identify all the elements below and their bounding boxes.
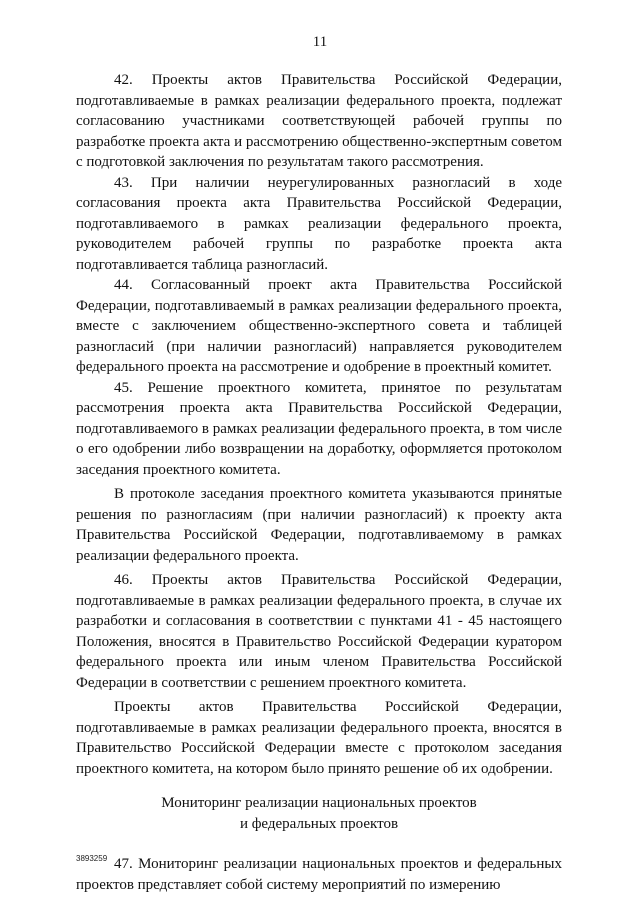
paragraph-46: 46. Проекты актов Правительства Российской Федерации, подготавливаемые в рамках реализации федерального проекта, в случае их разработки и согласования в соответствии с пунктами 41 - 45 настоящего Положения, вносятся в Правительство Российской Федерации куратором федерального проекта или иным членом Правительства Российской Федерации в соответствии с решением проектного комитета. (76, 572, 562, 691)
paragraph-46-submission: Проекты актов Правительства Российской Федерации, подготавливаемые в рамках реализации федерального проекта, вносятся в Правительство Российской Федерации вместе с протоколом заседания проектного комитета, на котором было принято решение об их одобрении. (76, 699, 562, 777)
paragraph-45-protocol: В протоколе заседания проектного комитета указываются принятые решения по разногласиям (при наличии разногласий) к проекту акта Правительства Российской Федерации, подготавливаемому в рамках реализации федерального проекта. (76, 486, 562, 564)
document-body (76, 70, 562, 895)
document-code: 3893259 (76, 854, 108, 863)
paragraph-44: 44. Согласованный проект акта Правительства Российской Федерации, подготавливаемый в рамках реализации федерального проекта, вместе с заключением общественно-экспертного совета и таблицей разногласий (при наличии разногласий) направляется руководителем федерального проекта на рассмотрение и одобрение в проектный комитет. (76, 277, 562, 375)
paragraph-45: 45. Решение проектного комитета, принятое по результатам рассмотрения проекта акта Правительства Российской Федерации, подготавливаемого в рамках реализации федерального проекта, в том числе о его одобрении либо возвращении на доработку, оформляется протоколом заседания проектного комитета. (76, 379, 562, 478)
paragraph-43: 43. При наличии неурегулированных разногласий в ходе согласования проекта акта Правительства Российской Федерации, подготавливаемого в рамках реализации федерального проекта, руководителем рабочей группы по разработке проекта акта подготавливается таблица разногласий. (76, 174, 562, 273)
section-heading (76, 793, 562, 834)
paragraph-42: 42. Проекты актов Правительства Российской Федерации, подготавливаемые в рамках реализации федерального проекта, подлежат согласованию участниками соответствующей рабочей группы по разработке проекта акта и рассмотрению общественно-экспертным советом с подготовкой заключения по результатам такого рассмотрения. (76, 72, 562, 170)
section-heading-line-2: и федеральных проектов (239, 815, 399, 832)
paragraph-47: 47. Мониторинг реализации национальных проектов и федеральных проектов представляет собой систему мероприятий по измерению (76, 856, 562, 893)
section-heading-line-1: Мониторинг реализации национальных проектов (161, 795, 477, 811)
page-number: 11 (312, 34, 328, 50)
